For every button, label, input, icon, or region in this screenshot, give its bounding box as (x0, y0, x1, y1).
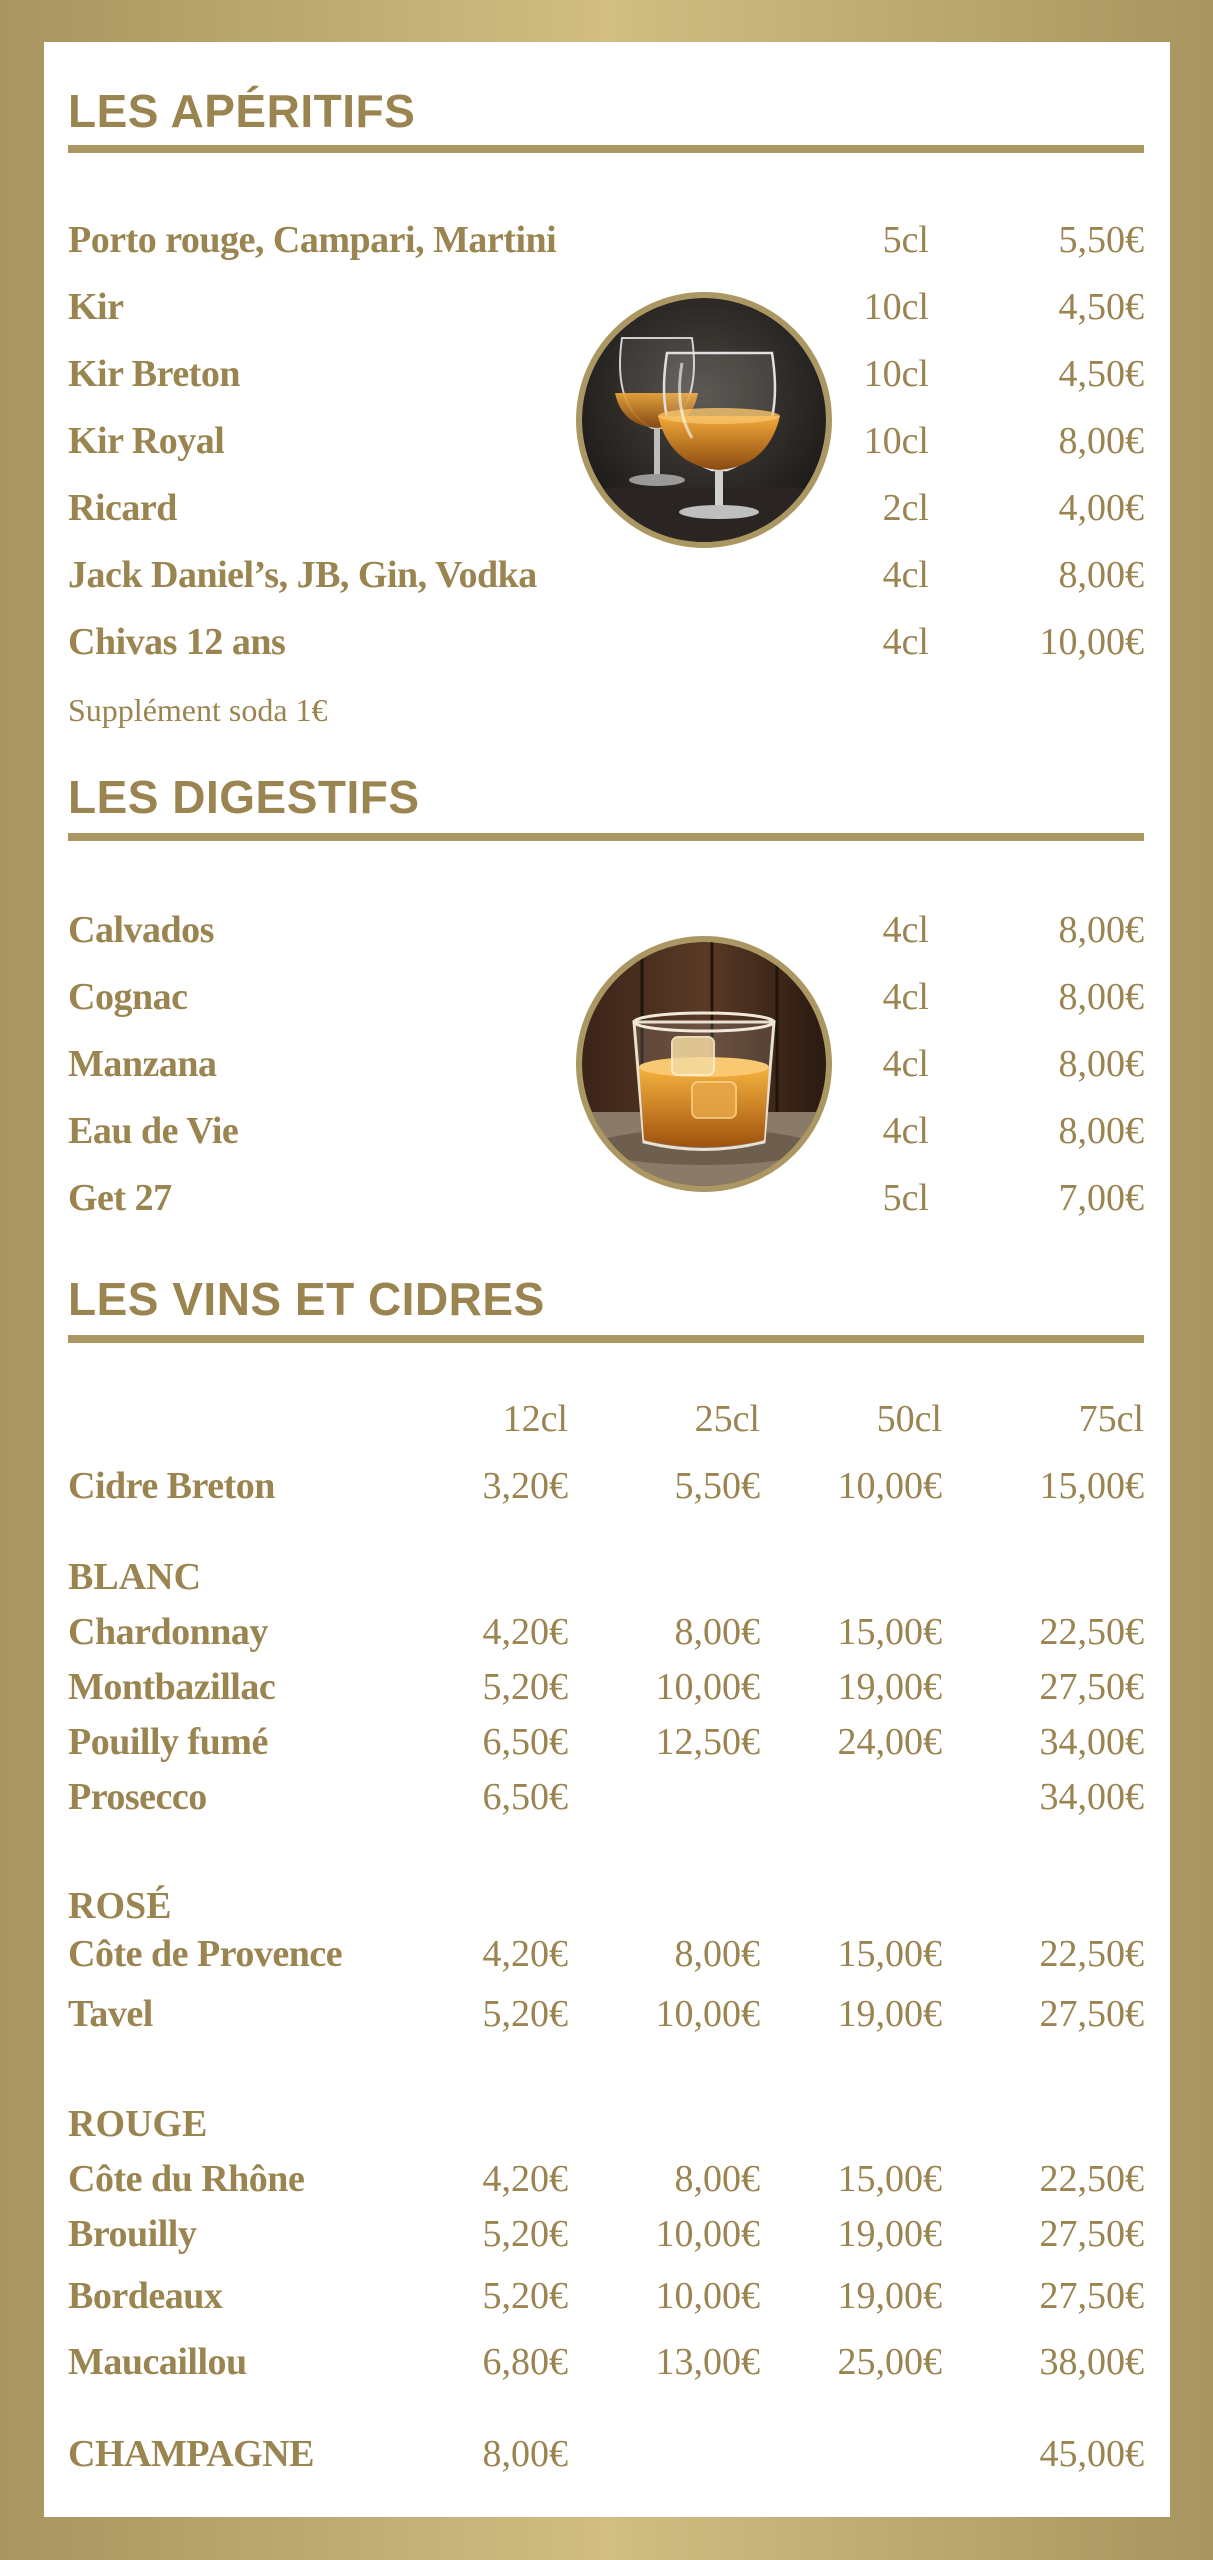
item-price: 4,50€ (1058, 353, 1144, 395)
item-name: Ricard (68, 487, 177, 529)
section-title-vins: LES VINS ET CIDRES (68, 1273, 545, 1325)
whisky-glass-icon (576, 936, 832, 1192)
item-price: 6,50€ (482, 1721, 568, 1763)
section-rule (68, 833, 1144, 841)
item-price: 5,50€ (1058, 219, 1144, 261)
item-price: 10,00€ (655, 1993, 760, 2035)
item-price: 13,00€ (655, 2341, 760, 2383)
item-price: 5,20€ (482, 2213, 568, 2255)
section-title-digestifs: LES DIGESTIFS (68, 771, 420, 823)
item-qty: 4cl (882, 976, 929, 1018)
section-title-aperitifs: LES APÉRITIFS (68, 85, 416, 137)
item-price: 8,00€ (674, 1933, 760, 1975)
item-price: 6,50€ (482, 1776, 568, 1818)
menu-row (68, 2157, 1144, 2207)
item-price: 22,50€ (1039, 2158, 1144, 2200)
item-name: Tavel (68, 1993, 153, 2035)
menu-row (68, 2340, 1144, 2390)
item-price: 34,00€ (1039, 1776, 1144, 1818)
item-qty: 10cl (863, 353, 929, 395)
item-price: 15,00€ (837, 1611, 942, 1653)
item-price: 8,00€ (1058, 1110, 1144, 1152)
item-name: Côte de Provence (68, 1933, 343, 1975)
item-name: Kir (68, 286, 124, 328)
menu-row (68, 620, 1144, 670)
item-price: 19,00€ (837, 1666, 942, 1708)
section-rule (68, 1335, 1144, 1343)
soda-note: Supplément soda 1€ (68, 692, 328, 728)
item-price: 4,20€ (482, 2158, 568, 2200)
menu-row (68, 2274, 1144, 2324)
item-price: 8,00€ (674, 2158, 760, 2200)
item-name: Cognac (68, 976, 188, 1018)
item-price: 10,00€ (655, 2213, 760, 2255)
item-qty: 10cl (863, 420, 929, 462)
item-price: 8,00€ (1058, 420, 1144, 462)
menu-row (68, 2212, 1144, 2262)
item-name: Calvados (68, 909, 214, 951)
item-price: 27,50€ (1039, 1993, 1144, 2035)
item-name: Manzana (68, 1043, 217, 1085)
item-name: Jack Daniel’s, JB, Gin, Vodka (68, 554, 537, 596)
item-name: Côte du Rhône (68, 2158, 305, 2200)
item-price: 8,00€ (482, 2433, 568, 2475)
item-price: 4,20€ (482, 1611, 568, 1653)
item-name: Porto rouge, Campari, Martini (68, 219, 557, 261)
item-price: 8,00€ (1058, 554, 1144, 596)
item-name: CHAMPAGNE (68, 2433, 314, 2475)
menu-row (68, 1775, 1144, 1825)
size-header: 50cl (876, 1398, 942, 1440)
item-price: 19,00€ (837, 1993, 942, 2035)
item-qty: 4cl (882, 554, 929, 596)
menu-row (68, 908, 1144, 958)
menu-row-champagne (68, 2432, 1144, 2482)
item-qty: 5cl (882, 219, 929, 261)
menu-row (68, 218, 1144, 268)
item-qty: 4cl (882, 621, 929, 663)
cognac-glasses-icon (576, 292, 832, 548)
item-price: 5,20€ (482, 2275, 568, 2317)
item-price: 27,50€ (1039, 2213, 1144, 2255)
item-price: 8,00€ (1058, 976, 1144, 1018)
item-price: 15,00€ (837, 1933, 942, 1975)
item-price: 15,00€ (1039, 1465, 1144, 1507)
item-price: 6,80€ (482, 2341, 568, 2383)
item-price: 4,50€ (1058, 286, 1144, 328)
item-price: 12,50€ (655, 1721, 760, 1763)
group-label-rouge: ROUGE (68, 2103, 208, 2145)
item-name: Kir Breton (68, 353, 240, 395)
item-price: 10,00€ (1039, 621, 1144, 663)
menu-row (68, 285, 1144, 335)
item-qty: 2cl (882, 487, 929, 529)
item-name: Kir Royal (68, 420, 225, 462)
group-label-blanc: BLANC (68, 1556, 202, 1598)
menu-row (68, 1720, 1144, 1770)
size-header: 12cl (502, 1398, 568, 1440)
menu-row (68, 553, 1144, 603)
item-price: 10,00€ (655, 1666, 760, 1708)
menu-row (68, 1610, 1144, 1660)
item-price: 27,50€ (1039, 2275, 1144, 2317)
menu-card (44, 42, 1170, 2517)
item-price: 19,00€ (837, 2213, 942, 2255)
item-price: 34,00€ (1039, 1721, 1144, 1763)
item-price: 45,00€ (1039, 2433, 1144, 2475)
item-price: 25,00€ (837, 2341, 942, 2383)
group-label-rose: ROSÉ (68, 1885, 172, 1927)
item-price: 8,00€ (674, 1611, 760, 1653)
menu-row (68, 1932, 1144, 1982)
item-name: Chardonnay (68, 1611, 268, 1653)
size-header: 75cl (1078, 1398, 1144, 1440)
item-price: 8,00€ (1058, 909, 1144, 951)
item-name: Cidre Breton (68, 1465, 275, 1507)
item-price: 27,50€ (1039, 1666, 1144, 1708)
section-rule (68, 145, 1144, 153)
item-price: 19,00€ (837, 2275, 942, 2317)
item-name: Get 27 (68, 1177, 172, 1219)
item-name: Pouilly fumé (68, 1721, 268, 1763)
item-name: Montbazillac (68, 1666, 276, 1708)
item-price: 3,20€ (482, 1465, 568, 1507)
item-price: 8,00€ (1058, 1043, 1144, 1085)
menu-row (68, 1176, 1144, 1226)
item-price: 38,00€ (1039, 2341, 1144, 2383)
item-price: 15,00€ (837, 2158, 942, 2200)
item-price: 7,00€ (1058, 1177, 1144, 1219)
item-qty: 5cl (882, 1177, 929, 1219)
item-name: Bordeaux (68, 2275, 223, 2317)
size-header-row (68, 1397, 1144, 1447)
item-price: 10,00€ (655, 2275, 760, 2317)
menu-row (68, 1665, 1144, 1715)
item-name: Prosecco (68, 1776, 207, 1818)
item-name: Maucaillou (68, 2341, 247, 2383)
item-price: 24,00€ (837, 1721, 942, 1763)
menu-row (68, 1464, 1144, 1514)
item-price: 22,50€ (1039, 1611, 1144, 1653)
item-price: 5,20€ (482, 1666, 568, 1708)
item-price: 10,00€ (837, 1465, 942, 1507)
item-qty: 4cl (882, 909, 929, 951)
size-header: 25cl (694, 1398, 760, 1440)
menu-row (68, 1992, 1144, 2042)
item-name: Chivas 12 ans (68, 621, 286, 663)
item-qty: 10cl (863, 286, 929, 328)
item-price: 4,00€ (1058, 487, 1144, 529)
item-price: 4,20€ (482, 1933, 568, 1975)
item-price: 22,50€ (1039, 1933, 1144, 1975)
item-name: Brouilly (68, 2213, 197, 2255)
item-price: 5,50€ (674, 1465, 760, 1507)
item-price: 5,20€ (482, 1993, 568, 2035)
item-qty: 4cl (882, 1110, 929, 1152)
item-name: Eau de Vie (68, 1110, 239, 1152)
item-qty: 4cl (882, 1043, 929, 1085)
